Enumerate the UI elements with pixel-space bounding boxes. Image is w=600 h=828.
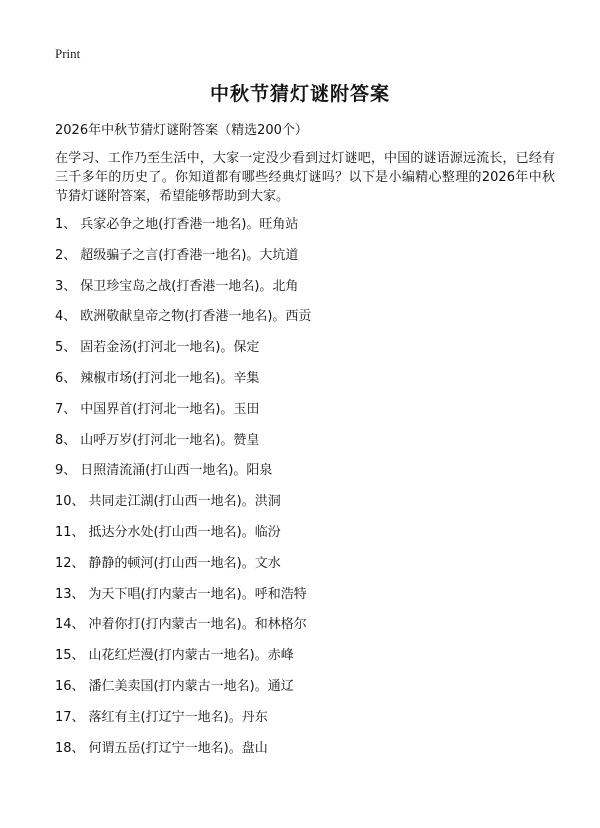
riddle-number: 11、 [55,524,85,540]
list-item [55,677,555,708]
intro-paragraph: 在学习、工作乃至生活中，大家一定没少看到过灯谜吧，中国的谜语源远流长，已经有三千多年的历史了。你知道都有哪些经典灯谜吗？以下是小编精心整理的2026年中秋节猜灯谜附答案，希望能够帮助到大家。 [55,151,555,204]
riddle-text: 静静的顿河(打山西一地名)。文水 [88,555,281,571]
list-item [55,369,555,400]
riddle-number: 18、 [55,740,85,756]
riddle-number: 7、 [55,401,77,417]
riddle-text: 保卫珍宝岛之战(打香港一地名)。北角 [80,278,299,294]
page-title: 中秋节猜灯谜附答案 [209,83,390,105]
riddle-number: 15、 [55,648,85,664]
riddle-number: 17、 [55,709,85,725]
riddle-text: 山花红烂漫(打内蒙古一地名)。赤峰 [88,648,294,664]
list-item [55,431,555,462]
riddle-number: 3、 [55,278,77,294]
list-item [55,461,555,492]
riddle-text: 兵家必争之地(打香港一地名)。旺角站 [80,217,299,232]
riddle-number: 14、 [55,617,85,633]
list-item [55,492,555,523]
riddle-text: 中国界首(打河北一地名)。玉田 [80,401,260,417]
riddle-list [55,215,555,769]
riddle-text: 欧洲敬献皇帝之物(打香港一地名)。西贡 [80,309,312,325]
list-item [55,646,555,677]
list-item [55,554,555,585]
riddle-text: 抵达分水处(打山西一地名)。临汾 [88,524,281,540]
riddle-text: 日照清流涌(打山西一地名)。阳泉 [80,463,273,479]
riddle-text: 山呼万岁(打河北一地名)。赞皇 [80,432,260,448]
riddle-text: 共同走江湖(打山西一地名)。洪洞 [88,494,281,510]
list-item [55,307,555,338]
print-link[interactable]: Print [55,46,81,61]
riddle-text: 冲着你打(打内蒙古一地名)。和林格尔 [88,617,307,633]
riddle-number: 4、 [55,309,77,325]
riddle-text: 超级骗子之言(打香港一地名)。大坑道 [80,247,299,263]
list-item [55,523,555,554]
list-item [55,400,555,431]
list-item [55,585,555,616]
list-item [55,338,555,369]
riddle-text: 潘仁美卖国(打内蒙古一地名)。通辽 [88,678,294,694]
list-item [55,739,555,770]
riddle-number: 12、 [55,555,85,571]
riddle-text: 落红有主(打辽宁一地名)。丹东 [88,709,268,725]
list-item [55,246,555,277]
riddle-number: 16、 [55,678,85,694]
document-subtitle: 2026年中秋节猜灯谜附答案（精选200个） [55,123,308,138]
riddle-number: 9、 [55,463,77,479]
riddle-text: 何谓五岳(打辽宁一地名)。盘山 [88,740,268,756]
riddle-number: 13、 [55,586,85,602]
riddle-number: 6、 [55,370,77,386]
riddle-text: 辣椒市场(打河北一地名)。辛集 [80,370,260,386]
list-item [55,277,555,308]
list-item [55,708,555,739]
riddle-text: 固若金汤(打河北一地名)。保定 [80,340,260,356]
riddle-text: 为天下唱(打内蒙古一地名)。呼和浩特 [88,586,307,602]
list-item [55,215,555,246]
riddle-number: 8、 [55,432,77,448]
list-item [55,615,555,646]
riddle-number: 5、 [55,340,77,356]
riddle-number: 10、 [55,494,85,510]
riddle-number: 1、 [55,217,77,232]
riddle-number: 2、 [55,247,77,263]
